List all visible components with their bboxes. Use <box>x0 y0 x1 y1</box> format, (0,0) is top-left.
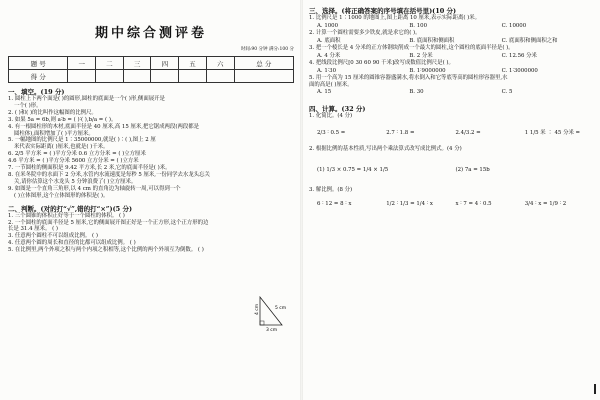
page-edge-mark <box>594 384 596 394</box>
score-table <box>8 56 294 83</box>
calc-item: 1/2 ∶ 1/3 = 1/4 ∶ x <box>386 201 433 208</box>
choice-question: 2. 计算一个圆柱需要多少铁皮,就是求它的( )。 <box>309 29 421 36</box>
judge-item: 1. 三个圆锥的体积正好等于一个圆柱的体积。 ( ) <box>8 212 125 219</box>
option-a: A. 4 分米 <box>317 52 341 59</box>
calc-item: x ∶ 7 = 4 ∶ 0.5 <box>455 201 492 208</box>
judge-item: 3. 任意两个圆柱不可以组成比例。 ( ) <box>8 233 98 240</box>
choice-options <box>309 88 594 96</box>
option-c: C. 12.56 分米 <box>501 52 537 59</box>
score-cell: 题 号 <box>9 57 68 70</box>
calc-item: 1 1/5 米 ∶ 45 分米 = <box>524 130 581 137</box>
calc-question: 1. 化简比。(4 分) <box>309 113 353 120</box>
option-b: B. 30 <box>409 89 424 96</box>
score-header-row <box>9 57 294 70</box>
calc-question: 3. 解比例。(8 分) <box>309 187 353 194</box>
calc-items <box>309 120 594 146</box>
question-cont: 关,请你估算这个水龙头 5 分钟浪费了( )立方厘米。 <box>14 178 137 185</box>
calc-item: 6 ∶ 12 = 8 ∶ x <box>317 201 352 208</box>
triangle-side-a: 4 cm <box>255 303 260 315</box>
score-cell: 三 <box>123 57 151 70</box>
calc-items <box>309 194 594 214</box>
question: 6. 2/5 平方米 = ( )平方分米 0.6 立方分米 = ( )立方厘米 <box>8 151 146 158</box>
calc-item: 2/3 ∶ 0.5 = <box>317 130 346 137</box>
judge-item: 5. 在比例里,两个外项之积与两个内项之积相等,这个比例的两个外项互为倒数。 ( ) <box>8 247 204 254</box>
choice-question: 4. 把线段比例尺[0 30 60 90 千米]改写成数值比例尺是( )。 <box>309 59 454 66</box>
choice-question: 1. 比例尺是 1∶1000 的地图上,图上距离 10 厘米,表示实际距离( )米。 <box>309 15 481 21</box>
choice-options <box>309 52 594 60</box>
option-a: A. 15 <box>317 89 332 96</box>
option-a: A. 底面积 <box>317 37 341 44</box>
question: 5. 一幅地图的比例尺是 1∶35000000,就是( )∶( ),图上 2 厘 <box>8 137 156 144</box>
right-triangle-figure <box>256 293 296 333</box>
score-blank[interactable] <box>206 70 234 83</box>
choice-question-cont: 面的高是( )厘米。 <box>309 81 353 88</box>
score-cell: 总 分 <box>234 57 293 70</box>
option-b: B. 底面积和侧面积 <box>409 37 455 44</box>
right-page <box>303 0 600 400</box>
option-b: B. 1∶9000000 <box>409 67 446 74</box>
score-blank[interactable] <box>179 70 207 83</box>
question-cont: 4.6 平方米 = ( )平方分米 5600 立方分米 = ( )立方米 <box>8 158 139 165</box>
calc-item: 2.4/3.2 = <box>455 130 481 137</box>
option-a: A. 1000 <box>317 22 339 29</box>
page-title: 期中综合测评卷 <box>94 26 207 41</box>
score-blank[interactable] <box>234 70 293 83</box>
exam-meta: 时间:90 分钟 满分:100 分 <box>240 47 294 52</box>
right-angle-mark <box>260 321 264 325</box>
choice-question: 3. 把一个棱长是 4 分米的正方体钢块削成一个最大的圆柱,这个圆柱的底面半径是( )。 <box>309 44 514 51</box>
question: 4. 有一根圆柱形的木材,底面半径是 40 厘米,高 15 厘米,把它锯成两段(两段都是 <box>8 123 200 130</box>
option-c: C. 1∶3000000 <box>501 67 538 74</box>
score-cell: 六 <box>206 57 234 70</box>
score-cell: 五 <box>179 57 207 70</box>
calc-item: (2) 7a = 15b <box>455 167 490 174</box>
calc-item: 3/4 ∶ x = 1/9 ∶ 2 <box>524 201 567 208</box>
question: 2. ( )和( )的比叫作这幅图的比例尺。 <box>8 109 97 116</box>
calc-item: (1) 1/3 × 0.75 = 1/4 × 1/5 <box>317 167 389 174</box>
choice-question: 5. 用一个高为 15 厘米的圆锥容器盛满水,将水倒入和它等底等高的圆柱形容器里,水 <box>309 74 508 81</box>
judge-item-cont: 长是 31.4 厘米。 ( ) <box>8 226 59 233</box>
question-cont: 米代表实际距离( )厘米,也就是( )千米。 <box>14 144 109 151</box>
score-blank[interactable] <box>68 70 96 83</box>
question-cont: 圆柱体),面积增加了( )平方厘米。 <box>14 130 94 137</box>
question-cont: ( )立体图形,这个立体图形的体积是( )。 <box>14 192 109 199</box>
option-c: C. 底面积和侧面积之和 <box>501 37 558 44</box>
judge-item: 4. 任意两个圆的周长和直径的比都可以组成比例。 ( ) <box>8 240 136 247</box>
score-cell: 二 <box>96 57 124 70</box>
section-calculation: 四、计算。(32 分) <box>309 105 366 114</box>
question: 8. 在米冬院中的水面下 2 分米,水管内水流速度是每秒 5 厘米,一份同学去水龙头忘关 <box>8 171 210 178</box>
section-fill-blank: 一、填空。(19 分) <box>8 88 65 96</box>
option-c: C. 10000 <box>501 22 527 29</box>
option-b: B. 100 <box>409 22 428 29</box>
question: 3. 如果 5a = 6b,则 a∶b = ( )∶( ),b/a = ( )。 <box>8 116 117 123</box>
score-blank[interactable] <box>151 70 179 83</box>
question: 7. 一节圆柱的侧面积是 9.42 平方米,长 2 米,它的底面半径是( )米。 <box>8 165 171 172</box>
triangle-side-c: 3 cm <box>266 328 278 333</box>
option-c: C. 5 <box>501 89 513 96</box>
score-cell: 四 <box>151 57 179 70</box>
score-blank[interactable] <box>96 70 124 83</box>
question-cont: 一个( )形。 <box>14 102 42 109</box>
triangle-side-b: 5 cm <box>275 306 287 311</box>
score-label: 得 分 <box>9 70 68 83</box>
choice-options <box>309 22 594 30</box>
section-true-false: 二、判断。(对的打“√”,错的打“×”)(5 分) <box>8 204 133 213</box>
question: 1. 圆柱上下两个面是( )的圆形,圆柱的底面是一个( )形,侧面展开是 <box>8 96 165 102</box>
choice-options <box>309 37 594 45</box>
score-blank[interactable] <box>123 70 151 83</box>
choice-options <box>309 67 594 75</box>
score-value-row <box>9 70 294 83</box>
option-a: A. 1∶30 <box>317 67 337 74</box>
judge-item: 2. 一个圆柱的底面半径是 5 厘米,它的侧面展开图正好是一个正方形,这个正方形的边 <box>8 219 209 226</box>
calc-item: 2.7 ∶ 1.8 = <box>386 130 415 137</box>
score-cell: 一 <box>68 57 96 70</box>
calc-question: 2. 根据比例的基本性质,写出两个乘法算式改写成比例式。(4 分) <box>309 146 462 153</box>
calc-items <box>309 153 594 187</box>
option-b: B. 2 分米 <box>409 52 433 59</box>
question: 9. 如图是一个直角三角形,以 4 cm 的直角边为轴旋转一周,可以得到一个 <box>8 185 181 192</box>
section-choice: 三、选择。(将正确答案的序号填在括号里)(10 分) <box>309 7 457 15</box>
